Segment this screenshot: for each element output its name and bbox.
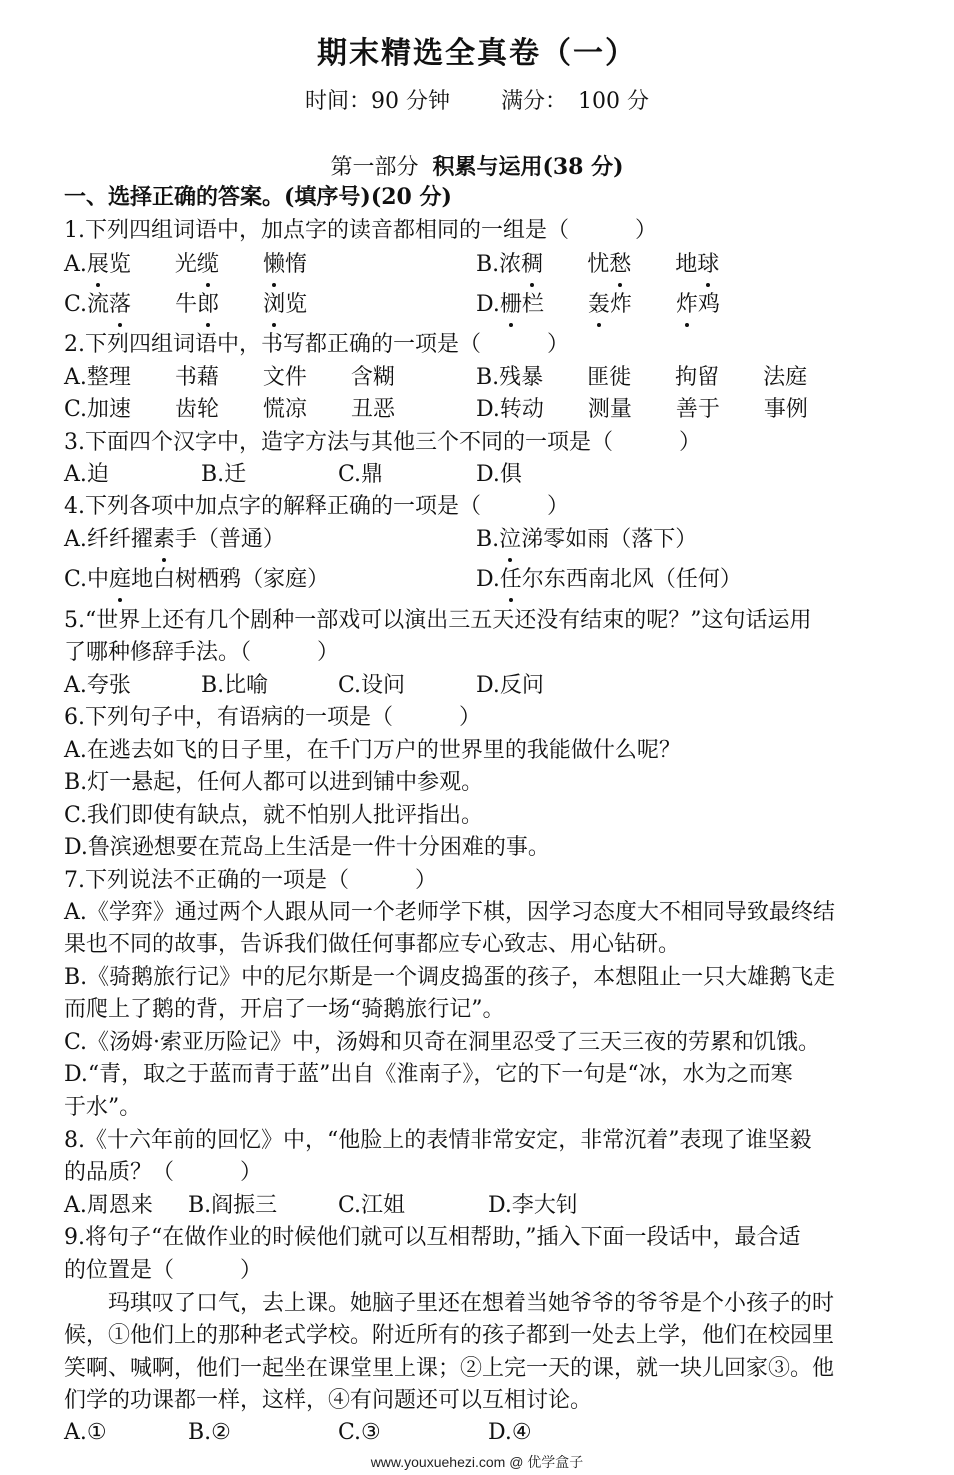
exam-info [0, 84, 954, 115]
q2-options-row1 [64, 363, 932, 393]
q7-option-b-line2: 而爬上了鹅的背，开启了一场“骑鹅旅行记”。 [64, 997, 505, 1022]
q4-option-c: C.中庭地白树栖鸦（家庭） [64, 565, 329, 595]
q5-options [64, 671, 932, 701]
part-label: 第一部分 [330, 155, 419, 180]
q2-option-a: A.整理 书藉 文件 含糊 [64, 365, 395, 390]
exam-title: 期末精选全真卷（一） [317, 36, 637, 71]
q5-stem-line1: 5.“世界上还有几个剧种一部戏可以演出三五天还没有结束的呢？”这句话运用 [64, 608, 812, 633]
part-name: 积累与运用(38 分) [432, 154, 624, 180]
q9-passage-line1: 玛琪叹了口气，去上课。她脑子里还在想着当她爷爷的爷爷是个小孩子的时 [108, 1291, 835, 1316]
q9-stem-line1: 9.将句子“在做作业的时候他们就可以互相帮助，”插入下面一段话中，最合适 [64, 1225, 801, 1250]
q1-option-c: C.流落 牛郎 浏览 [64, 290, 307, 320]
q9-option-d: D.④ [488, 1420, 532, 1445]
q1-options-row1 [64, 250, 932, 280]
q9-passage-line3: 笑啊、喊啊，他们一起坐在课堂里上课；②上完一天的课，就一块儿回家③。他 [64, 1356, 835, 1381]
q3-options [64, 460, 932, 490]
q9-option-c: C.③ [338, 1420, 381, 1445]
q7-option-d-line1: D.“青，取之于蓝而青于蓝”出自《淮南子》，它的下一句是“冰，水为之而寒 [64, 1062, 793, 1087]
q4-option-d: D.任尔东西南北风（任何） [476, 565, 742, 595]
q8-stem-line2: 的品质？（ ） [64, 1160, 263, 1185]
q4-options-row2 [64, 565, 932, 595]
q8-option-a: A.周恩来 [64, 1193, 153, 1218]
q1-option-b: B.浓稠 忧愁 地球 [476, 250, 719, 280]
q5-option-d: D.反问 [476, 673, 544, 698]
q7-option-d-line2: 于水”。 [64, 1095, 142, 1120]
footer-watermark: www.youxuehezi.com @ 优学盒子 [370, 1454, 584, 1470]
q3-option-a: A.迫 [64, 462, 109, 487]
q4-option-a: A.纤纤擢素手（普通） [64, 525, 285, 555]
q4-option-b: B.泣涕零如雨（落下） [476, 525, 697, 555]
q9-options [64, 1418, 932, 1448]
q6-option-c: C.我们即使有缺点，就不怕别人批评指出。 [64, 803, 484, 828]
q4-stem: 4.下列各项中加点字的解释正确的一项是（ ） [64, 494, 569, 519]
q9-stem-line2: 的位置是（ ） [64, 1258, 263, 1283]
q8-stem-line1: 8.《十六年前的回忆》中，“他脸上的表情非常安定，非常沉着”表现了谁坚毅 [64, 1128, 812, 1153]
q3-option-b: B.迁 [201, 462, 247, 487]
q3-option-c: C.鼎 [338, 462, 384, 487]
section-heading: 一、选择正确的答案。(填序号)(20 分) [64, 184, 452, 210]
q2-option-d: D.转动 测量 善于 事例 [476, 397, 808, 422]
q7-option-c: C.《汤姆·索亚历险记》中，汤姆和贝奇在洞里忍受了三天三夜的劳累和饥饿。 [64, 1030, 821, 1055]
q5-stem-line2: 了哪种修辞手法。（ ） [64, 640, 340, 665]
q2-option-c: C.加速 齿轮 慌凉 丑恶 [64, 397, 396, 422]
q2-options-row2 [64, 395, 932, 425]
q5-option-c: C.设问 [338, 673, 406, 698]
q2-option-b: B.残暴 匪徙 拘留 法庭 [476, 365, 808, 390]
q7-option-b-line1: B.《骑鹅旅行记》中的尼尔斯是一个调皮捣蛋的孩子，本想阻止一只大雄鹅飞走 [64, 965, 836, 990]
part-heading [0, 150, 954, 181]
q6-option-b: B.灯一悬起，任何人都可以进到铺中参观。 [64, 770, 484, 795]
exam-time: 时间：90 分钟 [305, 89, 450, 114]
q9-passage-line2: 候，①他们上的那种老式学校。附近所有的孩子都到一处去上学，他们在校园里 [64, 1323, 835, 1348]
q7-stem: 7.下列说法不正确的一项是（ ） [64, 868, 437, 893]
q6-option-d: D.鲁滨逊想要在荒岛上生活是一件十分困难的事。 [64, 835, 550, 860]
q9-option-b: B.② [188, 1420, 231, 1445]
q3-option-d: D.俱 [476, 462, 522, 487]
q2-stem: 2.下列四组词语中，书写都正确的一项是（ ） [64, 332, 569, 357]
q8-option-c: C.江姐 [338, 1193, 406, 1218]
q9-passage-line4: 们学的功课都一样，这样，④有问题还可以互相讨论。 [64, 1388, 593, 1413]
q9-option-a: A.① [64, 1420, 107, 1445]
exam-score: 满分： 100 分 [501, 89, 649, 114]
q8-options [64, 1191, 932, 1221]
q1-stem: 1.下列四组词语中，加点字的读音都相同的一组是（ ） [64, 218, 657, 243]
q7-option-a-line1: A.《学弈》通过两个人跟从同一个老师学下棋，因学习态度大不相同导致最终结 [64, 900, 835, 925]
q5-option-b: B.比喻 [201, 673, 269, 698]
q5-option-a: A.夸张 [64, 673, 131, 698]
q1-option-a: A.展览 光缆 懒惰 [64, 250, 307, 280]
q4-options-row1 [64, 525, 932, 555]
q8-option-b: B.阎振三 [188, 1193, 278, 1218]
q1-options-row2 [64, 290, 932, 320]
q6-option-a: A.在逃去如飞的日子里，在千门万户的世界里的我能做什么呢？ [64, 738, 681, 763]
q1-option-d: D.栅栏 轰炸 炸鸡 [476, 290, 720, 320]
q8-option-d: D.李大钊 [488, 1193, 578, 1218]
q6-stem: 6.下列句子中，有语病的一项是（ ） [64, 705, 481, 730]
q7-option-a-line2: 果也不同的故事，告诉我们做任何事都应专心致志、用心钻研。 [64, 932, 681, 957]
q3-stem: 3.下面四个汉字中，造字方法与其他三个不同的一项是（ ） [64, 430, 701, 455]
